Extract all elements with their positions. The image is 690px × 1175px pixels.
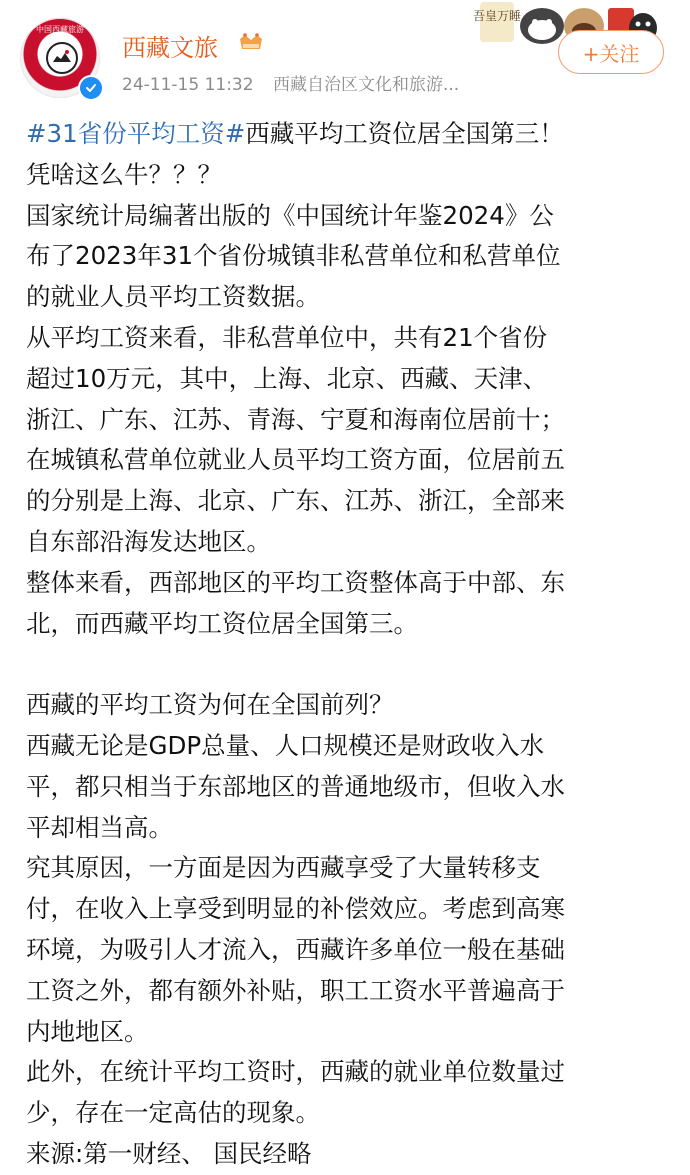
- post-meta: [122, 70, 459, 95]
- sticker-text: 吾皇万睡: [472, 9, 522, 23]
- content-line-5: 的就业人员平均工资数据。: [26, 282, 320, 312]
- content-line-24: 此外，在统计平均工资时，西藏的就业单位数量过: [26, 1057, 565, 1087]
- content-line-18: 平却相当高。: [26, 812, 173, 842]
- verified-badge-icon: [78, 75, 104, 101]
- content-line-1: [26, 114, 666, 155]
- post-timestamp: 24-11-15 11:32: [122, 75, 254, 95]
- post-content: [26, 114, 666, 1175]
- content-line-3: 国家统计局编著出版的《中国统计年鉴2024》公: [26, 200, 554, 230]
- content-line-17: 平，都只相当于东部地区的普通地级市，但收入水: [26, 771, 565, 801]
- content-line-1-text: 西藏平均工资位居全国第三！: [245, 119, 564, 148]
- content-line-4: 布了2023年31个省份城镇非私营单位和私营单位: [26, 241, 561, 271]
- vip-crown-icon: [237, 31, 265, 53]
- content-line-7: 超过10万元，其中，上海、北京、西藏、天津、: [26, 363, 548, 393]
- content-line-12: 整体来看，西部地区的平均工资整体高于中部、东: [26, 567, 565, 597]
- content-line-19: 究其原因，一方面是因为西藏享受了大量转移支: [26, 853, 541, 883]
- post-source[interactable]: 西藏自治区文化和旅游...: [272, 75, 460, 95]
- content-line-23: 内地地区。: [26, 1016, 149, 1046]
- hashtag-link[interactable]: #31省份平均工资#: [26, 119, 246, 148]
- content-line-15: 西藏的平均工资为何在全国前列？: [26, 690, 394, 720]
- avatar-ring-text: 中国西藏旅游: [36, 25, 84, 34]
- content-line-26: 来源:第一财经、 国民经略: [26, 1138, 312, 1168]
- content-line-8: 浙江、广东、江苏、青海、宁夏和海南位居前十；: [26, 404, 565, 434]
- content-line-13: 北，而西藏平均工资位居全国第三。: [26, 608, 418, 638]
- content-line-21: 环境，为吸引人才流入，西藏许多单位一般在基础: [26, 934, 565, 964]
- content-line-16: 西藏无论是GDP总量、人口规模还是财政收入水: [26, 730, 545, 760]
- content-line-10: 的分别是上海、北京、广东、江苏、浙江，全部来: [26, 486, 565, 516]
- follow-button[interactable]: +关注: [558, 30, 664, 74]
- content-line-22: 工资之外，都有额外补贴，职工工资水平普遍高于: [26, 975, 565, 1005]
- content-line-25: 少，存在一定高估的现象。: [26, 1098, 320, 1128]
- content-line-2: 凭啥这么牛？？？: [26, 159, 222, 189]
- blank-line: [26, 644, 666, 685]
- content-line-11: 自东部沿海发达地区。: [26, 526, 271, 556]
- content-line-6: 从平均工资来看，非私营单位中，共有21个省份: [26, 322, 548, 352]
- post-header: [0, 0, 690, 110]
- avatar-logo-icon: [46, 42, 78, 74]
- author-name[interactable]: 西藏文旅: [122, 34, 218, 62]
- content-line-9: 在城镇私营单位就业人员平均工资方面，位居前五: [26, 445, 565, 475]
- content-line-20: 付，在收入上享受到明显的补偿效应。考虑到高寒: [26, 894, 565, 924]
